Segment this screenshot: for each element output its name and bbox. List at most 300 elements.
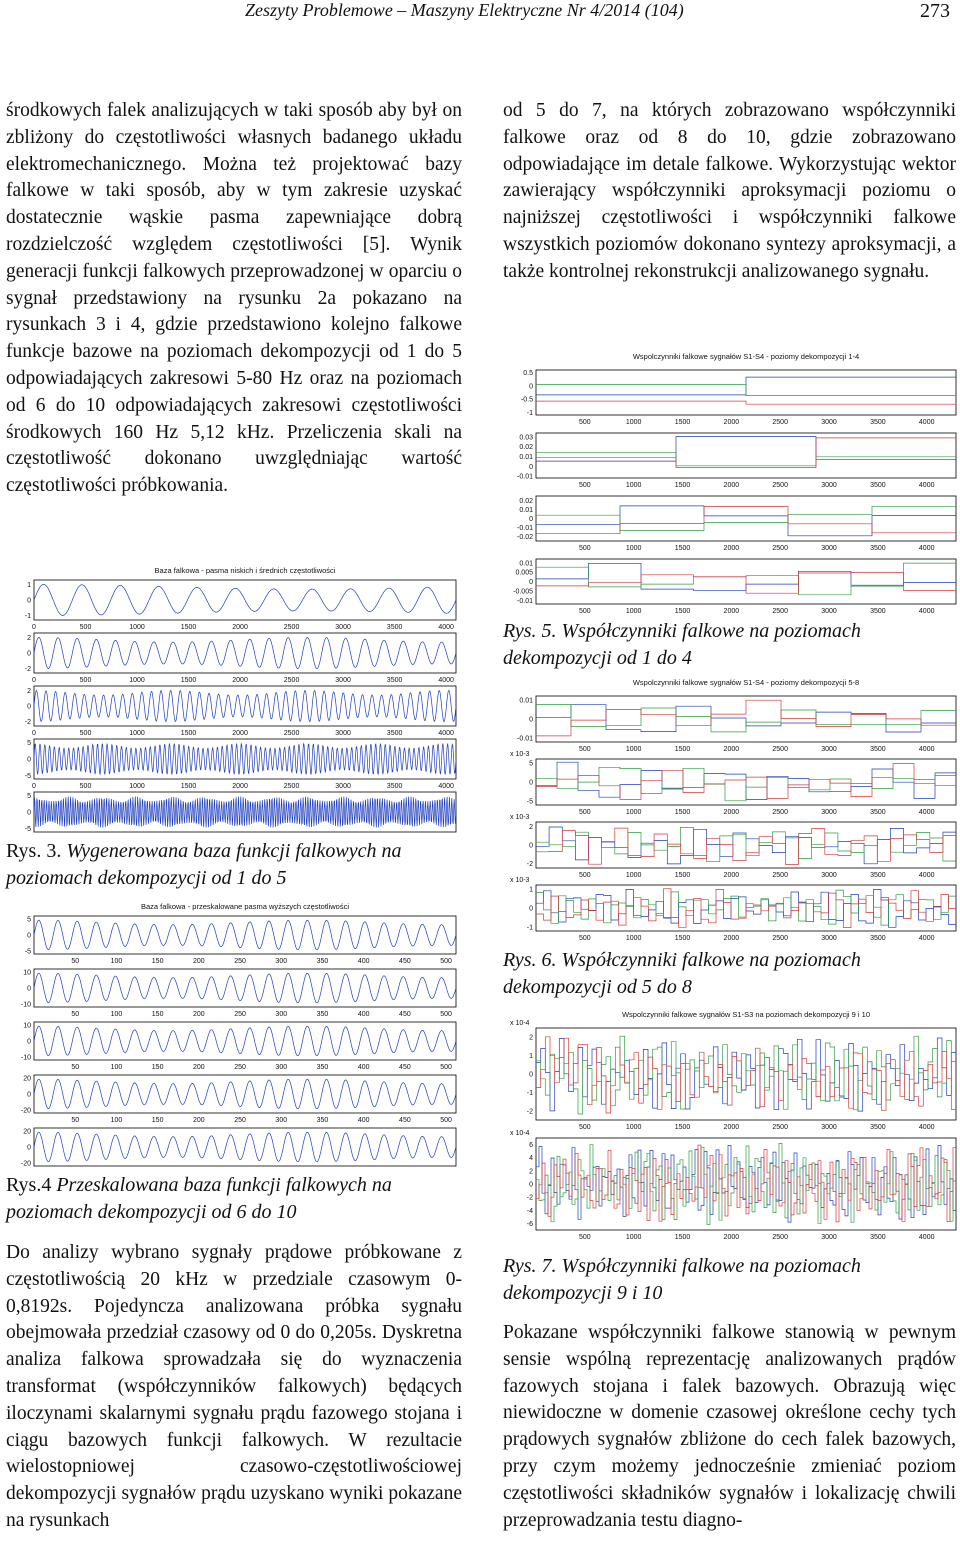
fig4-panel-3-xtick: 500	[440, 1117, 452, 1124]
fig6-panel-1-ytick: 5	[529, 760, 533, 768]
fig7-panel-0-xtick: 4000	[918, 1124, 935, 1131]
fig5-panel-3-xtick: 2000	[723, 608, 740, 613]
fig6-panel-2-ytick: 0	[529, 842, 533, 850]
fig5-panel-1-plot	[536, 437, 956, 468]
fig3-panel-0-series	[34, 584, 456, 615]
fig6-panel-0-xtick: 2500	[772, 746, 788, 753]
fig3-panel-3-xtick: 1000	[129, 783, 145, 790]
fig4-panel-3-xtick: 200	[193, 1117, 205, 1124]
fig6-title: Wspolczynniki falkowe sygnałów S1-S4 - poziomy dekompozycji 5-8	[632, 678, 860, 687]
fig3-panel-3-ytick: 5	[27, 739, 31, 747]
fig7-panel-1-ytick: 2	[529, 1168, 533, 1176]
caption-fig-6-text: Współczynniki falkowe na poziomach dekompozycji od 5 do 8	[503, 949, 861, 998]
fig4-panel-2-xtick: 500	[440, 1064, 452, 1071]
fig4-title: Baza falkowa - przeskalowane pasma wyższych częstotliwości	[141, 902, 349, 911]
fig3-panel-0-xtick: 500	[79, 624, 92, 631]
caption-fig-5-text: Współczynniki falkowe na poziomach dekompozycji od 1 do 4	[503, 620, 861, 669]
fig5-panel-0-ytick: -1	[526, 409, 533, 417]
fig4-panel-3-xtick: 100	[110, 1117, 123, 1124]
fig3-panel-3-xtick: 3000	[335, 783, 351, 790]
fig6-panel-3-xtick: 2500	[772, 935, 788, 942]
fig5-panel-1-ytick: 0.02	[519, 444, 533, 452]
fig4-panel-0-xtick: 200	[193, 958, 205, 965]
fig6-panel-3-xtick: 3000	[821, 935, 837, 942]
fig7-panel-1-ytick: -4	[526, 1207, 533, 1215]
fig3-panel-2-xtick: 2500	[283, 730, 300, 737]
fig5-svg	[500, 348, 960, 613]
fig5-panel-3-xtick: 1500	[674, 608, 691, 613]
fig3-panel-1-xtick: 500	[79, 677, 92, 684]
fig4-panel-1-xtick: 300	[275, 1011, 288, 1018]
fig6-panel-1-ytick: 0	[529, 779, 533, 787]
fig4-panel-3-xtick: 50	[71, 1117, 80, 1124]
fig4-panel-1-ytick: 0	[27, 985, 31, 993]
fig3-panel-3-xtick: 4000	[438, 783, 454, 790]
caption-fig-7-label: Rys. 7.	[503, 1255, 557, 1277]
fig3-panel-4-series	[34, 797, 456, 828]
fig6-panel-3-xtick: 500	[578, 935, 591, 942]
fig4-panel-2-xtick: 200	[193, 1064, 205, 1071]
fig3-panel-3-xtick: 3500	[386, 783, 403, 790]
fig3-panel-0-xtick: 3000	[335, 624, 351, 631]
fig5-panel-1-xtick: 1500	[674, 482, 691, 489]
fig5-panel-0-xtick: 3500	[870, 419, 886, 426]
fig4-panel-3-ytick: 20	[23, 1075, 31, 1083]
fig3-panel-1-xtick: 2500	[283, 677, 300, 684]
fig5-panel-2-series-2	[536, 507, 956, 534]
fig5-panel-3-ytick: 0.005	[515, 569, 533, 577]
fig3-panel-0-xtick: 3500	[386, 624, 403, 631]
fig4-panel-0-xtick: 50	[71, 958, 80, 965]
fig6-panel-3-multiplier: x 10-3	[510, 877, 530, 884]
fig4-panel-4-ytick: 20	[23, 1128, 31, 1136]
fig6-panel-1-xtick: 2500	[772, 809, 788, 816]
fig6-panel-3-xtick: 3500	[870, 935, 886, 942]
fig5-panel-2-ytick: 0.01	[519, 507, 533, 514]
fig5-panel-1-xtick: 1000	[625, 482, 642, 489]
fig5-panel-1-series-1	[536, 452, 956, 466]
fig3-panel-1-xtick: 4000	[438, 677, 454, 684]
fig4-panel-3-series	[34, 1079, 456, 1109]
fig7-panel-0-ytick: 0	[529, 1071, 533, 1079]
fig5-panel-3-plot	[536, 563, 956, 595]
fig4-panel-3-xtick: 450	[399, 1117, 411, 1124]
fig7-panel-0-xtick: 500	[578, 1124, 591, 1131]
fig6-panel-3-ytick: 0	[529, 905, 533, 913]
fig6-panel-1-xtick: 3000	[821, 809, 837, 816]
caption-fig-4	[6, 1172, 462, 1226]
fig5-panel-2-xtick: 1000	[625, 545, 642, 552]
fig5-panel-2-xtick: 1500	[674, 545, 691, 552]
fig3-panel-3-plot	[34, 743, 456, 774]
fig3-panel-3-ytick: -5	[24, 773, 31, 781]
fig3-panel-2-xtick: 0	[32, 730, 36, 737]
fig6-panel-1-plot	[536, 762, 956, 801]
fig5-panel-1-frame	[536, 433, 956, 478]
fig6-panel-2-xtick: 3500	[870, 872, 886, 879]
fig4-panel-3-xtick: 150	[151, 1117, 164, 1124]
fig5-panel-0-xtick: 2000	[723, 419, 740, 426]
fig5-panel-1-xtick: 4000	[918, 482, 935, 489]
fig5-panel-3-xtick: 4000	[918, 608, 935, 613]
fig3-panel-0-xtick: 0	[32, 624, 36, 631]
fig3-panel-3-xtick: 1500	[180, 783, 197, 790]
caption-fig-5	[503, 618, 956, 672]
fig6-panel-0-xtick: 500	[578, 746, 591, 753]
fig4-panel-4-plot	[34, 1132, 456, 1162]
fig5-panel-3-xtick: 2500	[772, 608, 788, 613]
caption-fig-5-label: Rys. 5.	[503, 620, 557, 642]
fig4-panel-0-series	[34, 920, 456, 950]
fig4-panel-4-ytick: -20	[20, 1160, 31, 1168]
fig4-panel-2-series	[34, 1026, 456, 1056]
fig7-panel-0-ytick: -2	[526, 1108, 533, 1116]
fig6-panel-2-xtick: 4000	[918, 872, 935, 879]
fig4-svg	[0, 898, 462, 1170]
fig5-panel-1-ytick: 0	[529, 463, 533, 471]
fig5-panel-0-ytick: -0.5	[520, 396, 533, 404]
fig6-panel-1-xtick: 500	[578, 809, 591, 816]
fig6-svg	[500, 674, 960, 942]
fig6-panel-2-xtick: 2500	[772, 872, 788, 879]
fig3-panel-4-plot	[34, 797, 456, 828]
fig5-panel-2-series-0	[536, 506, 956, 536]
fig4-panel-1-series	[34, 973, 456, 1003]
fig5-panel-2-ytick: 0.02	[519, 498, 533, 505]
fig3-panel-0-xtick: 2000	[232, 624, 248, 631]
fig4-panel-2-plot	[34, 1026, 456, 1056]
right-paragraph-1: od 5 do 7, na których zobrazowano współczynniki falkowe oraz od 8 do 10, gdzie zobrazowano odpowiadające im detale falkowe. Wykorzystując wektor zawierający współczynniki aproksymacji poziomu o najniższej częstotliwości i współczynniki falkowe wszystkich poziomów dokonano syntezy aproksymacji, a także kontrolnej rekonstrukcji analizowanego sygnału.	[503, 100, 956, 282]
caption-fig-6	[503, 947, 956, 1001]
fig5-panel-0-xtick: 1000	[625, 419, 642, 426]
fig3-panel-2-xtick: 500	[79, 730, 92, 737]
fig6-panel-0-ytick: 0.01	[519, 697, 533, 705]
fig4-panel-3-xtick: 350	[316, 1117, 329, 1124]
fig6-panel-0-xtick: 3500	[870, 746, 886, 753]
fig4-panel-1-xtick: 500	[440, 1011, 452, 1018]
fig5-panel-1-ytick: 0.01	[519, 453, 533, 461]
fig6-panel-3-plot	[536, 889, 956, 928]
fig3-panel-2-xtick: 3000	[335, 730, 351, 737]
figure-5	[500, 348, 960, 613]
fig4-panel-1-xtick: 450	[399, 1011, 411, 1018]
fig6-panel-3-xtick: 1500	[674, 935, 691, 942]
fig6-panel-3-xtick: 2000	[723, 935, 740, 942]
caption-fig-4-label: Rys.4	[6, 1174, 52, 1196]
fig5-panel-1-xtick: 3500	[870, 482, 886, 489]
fig5-panel-2-xtick: 3500	[870, 545, 886, 552]
fig4-panel-1-xtick: 350	[316, 1011, 329, 1018]
fig7-panel-0-ytick: 2	[529, 1034, 533, 1042]
left-paragraph-2: Do analizy wybrano sygnały prądowe próbkowane z częstotliwością 20 kHz w przedziale czasowym 0-0,8192s. Pojedyncza analizowana próbka sygnału obejmowała przedział czasowy od 0 do 0,205s. Dyskretna analiza falkowa sprowadzała się do wyznaczenia transformat (współczynników falkowych) będących iloczynami skalarnymi sygnału prądu fazowego stojana i ciągu bazowych funkcji falkowych. W rezultacie wielostopniowej czasowo-częstotliwościowej dekompozycji sygnałów prądu uzyskano wyniki pokazane na rysunkach	[6, 1242, 462, 1531]
fig5-panel-1-xtick: 3000	[821, 482, 837, 489]
fig4-panel-0-ytick: 5	[27, 916, 31, 924]
fig4-panel-1-xtick: 100	[110, 1011, 123, 1018]
fig4-panel-1-plot	[34, 973, 456, 1003]
right-column-bottom	[503, 1320, 956, 1534]
journal-title: Zeszyty Problemowe – Maszyny Elektryczne Nr 4/2014 (104)	[245, 0, 684, 20]
fig4-panel-0-xtick: 500	[440, 958, 452, 965]
caption-fig-7-text: Współczynniki falkowe na poziomach dekompozycji 9 i 10	[503, 1255, 861, 1304]
caption-fig-3-label: Rys. 3.	[6, 840, 62, 862]
fig5-panel-2-xtick: 2000	[723, 545, 740, 552]
fig7-title: Wspolczynniki falkowe sygnałów S1-S3 na poziomach dekompozycji 9 i 10	[621, 1010, 871, 1019]
fig6-panel-1-xtick: 1500	[674, 809, 691, 816]
fig4-panel-0-xtick: 100	[110, 958, 123, 965]
fig5-panel-0-series-1	[536, 385, 956, 396]
fig4-panel-3-xtick: 400	[357, 1117, 370, 1124]
fig7-panel-1-xtick: 3000	[821, 1234, 837, 1241]
fig7-panel-0-xtick: 2500	[772, 1124, 788, 1131]
fig5-panel-0-xtick: 500	[578, 419, 591, 426]
fig6-panel-3-xtick: 1000	[625, 935, 642, 942]
fig3-panel-0-xtick: 1500	[180, 624, 197, 631]
fig3-panel-3-xtick: 2000	[232, 783, 248, 790]
fig4-panel-0-ytick: 0	[27, 932, 31, 940]
fig3-panel-0-xtick: 1000	[129, 624, 145, 631]
left-paragraph-1: środkowych falek analizujących w taki sposób aby był on zbliżony do częstotliwości własnych badanego układu elektromechanicznego. Można też projektować bazy falkowe w taki sposób, aby w tym zakresie uzyskać dostatecznie wąskie pasma zapewniające dobrą rozdzielczość względem częstotliwości [5]. Wynik generacji funkcji falkowych przeprowadzonej w oparciu o sygnał przedstawiony na rysunku 2a pokazano na rysunkach 3 i 4, gdzie przedstawiono kolejno falkowe funkcje bazowe na poziomach dekompozycji od 1 do 5 odpowiadających zakresowi 5-80 Hz oraz na poziomach od 6 do 10 odpowiadających zakresowi częstotliwości środkowych 160 Hz 5,12 kHz. Przeliczenia skali na częstotliwość dokonano uwzględniając wartość częstotliwości próbkowania.	[6, 100, 462, 497]
fig7-panel-0-xtick: 1000	[625, 1124, 642, 1131]
fig4-panel-1-xtick: 200	[193, 1011, 205, 1018]
fig4-panel-0-xtick: 300	[275, 958, 288, 965]
fig6-panel-1-xtick: 3500	[870, 809, 886, 816]
fig7-panel-1-xtick: 1500	[674, 1234, 691, 1241]
fig3-panel-3-ytick: 0	[27, 756, 31, 764]
fig4-panel-0-xtick: 350	[316, 958, 329, 965]
fig5-panel-2-xtick: 4000	[918, 545, 935, 552]
fig4-panel-2-xtick: 400	[357, 1064, 370, 1071]
fig6-panel-0-ytick: -0.01	[517, 735, 533, 743]
fig5-panel-2-plot	[536, 506, 956, 536]
fig5-panel-3-xtick: 500	[578, 608, 591, 613]
fig5-panel-0-series-2	[536, 401, 956, 404]
fig6-panel-2-xtick: 1000	[625, 872, 642, 879]
fig6-panel-2-ytick: 2	[529, 824, 533, 832]
fig4-panel-3-plot	[34, 1079, 456, 1109]
page-number: 273	[920, 0, 950, 22]
fig3-panel-1-xtick: 1500	[180, 677, 197, 684]
fig3-panel-1-plot	[34, 637, 456, 668]
fig4-panel-0-ytick: -5	[24, 948, 31, 956]
fig7-panel-1-ytick: 6	[529, 1142, 533, 1150]
fig7-panel-0-ytick: 1	[529, 1053, 533, 1061]
fig3-panel-3-series	[34, 743, 456, 774]
caption-fig-4-text: Przeskalowana baza funkcji falkowych na poziomach dekompozycji od 6 do 10	[6, 1174, 392, 1223]
fig6-panel-3-ytick: 1	[529, 886, 533, 894]
fig3-panel-2-ytick: 0	[27, 703, 31, 711]
fig6-panel-1-multiplier: x 10-3	[510, 751, 530, 758]
fig4-panel-0-plot	[34, 920, 456, 950]
fig5-panel-1-ytick: 0.03	[519, 434, 533, 442]
fig6-panel-2-xtick: 500	[578, 872, 591, 879]
figure-7	[500, 1006, 960, 1252]
fig4-panel-3-xtick: 300	[275, 1117, 288, 1124]
fig5-panel-1-xtick: 2000	[723, 482, 740, 489]
fig6-panel-2-xtick: 2000	[723, 872, 740, 879]
fig6-panel-2-xtick: 3000	[821, 872, 837, 879]
fig5-panel-2-xtick: 3000	[821, 545, 837, 552]
fig5-panel-1-ytick: -0.01	[517, 473, 533, 481]
fig6-panel-0-plot	[536, 700, 956, 736]
fig5-panel-3-ytick: -0.01	[517, 597, 533, 605]
fig6-panel-0-xtick: 2000	[723, 746, 740, 753]
fig5-panel-2-frame	[536, 496, 956, 541]
fig4-panel-3-ytick: 0	[27, 1091, 31, 1099]
fig3-panel-2-ytick: 2	[27, 688, 31, 696]
fig5-panel-2-series-1	[536, 506, 956, 530]
fig7-panel-1-xtick: 2500	[772, 1234, 788, 1241]
fig6-panel-2-ytick: -2	[526, 860, 533, 868]
fig7-panel-1-ytick: 4	[529, 1155, 533, 1163]
fig3-panel-2-plot	[34, 690, 456, 721]
fig5-panel-3-ytick: -0.005	[513, 588, 533, 596]
fig5-panel-1-xtick: 2500	[772, 482, 788, 489]
fig7-panel-1-xtick: 1000	[625, 1234, 642, 1241]
fig3-panel-2-xtick: 4000	[438, 730, 454, 737]
fig3-panel-1-ytick: 0	[27, 650, 31, 658]
fig7-panel-1-ytick: -6	[526, 1220, 533, 1228]
fig4-panel-1-xtick: 250	[234, 1011, 246, 1018]
caption-fig-7	[503, 1253, 956, 1307]
figure-3	[0, 562, 462, 834]
left-column-bottom	[6, 1240, 462, 1535]
fig3-panel-1-xtick: 0	[32, 677, 36, 684]
fig4-panel-4-series	[34, 1132, 456, 1162]
fig7-panel-0-xtick: 2000	[723, 1124, 740, 1131]
fig3-panel-0-ytick: 0	[27, 597, 31, 605]
fig6-panel-0-xtick: 1000	[625, 746, 642, 753]
fig3-panel-3-xtick: 2500	[283, 783, 300, 790]
right-column	[503, 98, 956, 286]
fig3-panel-1-xtick: 3500	[386, 677, 403, 684]
figure-4	[0, 898, 462, 1170]
fig7-panel-0-xtick: 3500	[870, 1124, 886, 1131]
fig4-panel-2-xtick: 150	[151, 1064, 164, 1071]
fig4-panel-4-ytick: 0	[27, 1144, 31, 1152]
fig3-panel-1-ytick: -2	[24, 665, 31, 673]
fig3-panel-0-plot	[34, 584, 456, 615]
fig7-panel-0-ytick: -1	[526, 1089, 533, 1097]
fig6-panel-1-ytick: -5	[526, 798, 533, 806]
fig4-panel-2-ytick: 0	[27, 1038, 31, 1046]
fig5-panel-0-ytick: 0.5	[523, 370, 533, 378]
fig7-panel-0-series-0	[536, 1038, 956, 1111]
fig4-panel-2-xtick: 300	[275, 1064, 288, 1071]
fig5-panel-3-ytick: 0	[529, 579, 533, 586]
fig7-panel-1-ytick: 0	[529, 1181, 533, 1189]
fig3-panel-2-xtick: 1000	[129, 730, 145, 737]
fig3-panel-1-ytick: 2	[27, 635, 31, 643]
fig3-panel-1-xtick: 3000	[335, 677, 351, 684]
fig6-panel-1-xtick: 4000	[918, 809, 935, 816]
fig7-panel-1-plot	[536, 1143, 956, 1224]
fig3-panel-3-xtick: 500	[79, 783, 92, 790]
fig6-panel-3-xtick: 4000	[918, 935, 935, 942]
fig4-panel-1-xtick: 50	[71, 1011, 80, 1018]
fig4-panel-0-xtick: 150	[151, 958, 164, 965]
fig3-title: Baza falkowa - pasma niskich i średnich częstotliwości	[154, 566, 336, 575]
fig5-panel-2-xtick: 2500	[772, 545, 788, 552]
fig7-panel-1-xtick: 2000	[723, 1234, 740, 1241]
fig4-panel-0-xtick: 450	[399, 958, 411, 965]
fig4-panel-2-xtick: 100	[110, 1064, 123, 1071]
fig4-panel-3-xtick: 250	[234, 1117, 246, 1124]
fig7-panel-1-xtick: 500	[578, 1234, 591, 1241]
page-header	[0, 0, 960, 22]
fig5-panel-2-xtick: 500	[578, 545, 591, 552]
left-column	[6, 98, 462, 500]
fig4-panel-3-ytick: -20	[20, 1107, 31, 1115]
fig7-panel-1-multiplier: x 10-4	[510, 1130, 530, 1137]
fig3-panel-2-xtick: 2000	[232, 730, 248, 737]
fig3-panel-1-xtick: 1000	[129, 677, 145, 684]
fig4-panel-1-ytick: 10	[23, 969, 31, 977]
fig3-panel-1-xtick: 2000	[232, 677, 248, 684]
fig5-panel-2-ytick: -0.02	[517, 534, 533, 541]
fig3-panel-3-xtick: 0	[32, 783, 36, 790]
fig3-panel-2-ytick: -2	[24, 718, 31, 726]
fig5-panel-0-ytick: 0	[529, 383, 533, 391]
fig4-panel-1-xtick: 150	[151, 1011, 164, 1018]
fig5-panel-0-xtick: 4000	[918, 419, 935, 426]
fig3-panel-4-ytick: -5	[24, 826, 31, 834]
fig6-panel-3-ytick: -1	[526, 924, 533, 932]
fig4-panel-1-ytick: -10	[20, 1001, 31, 1009]
fig5-panel-3-ytick: 0.01	[519, 560, 533, 568]
fig6-panel-2-xtick: 1500	[674, 872, 691, 879]
fig3-panel-0-ytick: 1	[27, 582, 31, 590]
fig6-panel-0-xtick: 1500	[674, 746, 691, 753]
fig7-panel-0-xtick: 3000	[821, 1124, 837, 1131]
fig4-panel-0-xtick: 400	[357, 958, 370, 965]
fig5-panel-2-ytick: -0.01	[517, 525, 533, 532]
fig4-panel-2-xtick: 450	[399, 1064, 411, 1071]
figure-6	[500, 674, 960, 942]
fig3-panel-2-xtick: 1500	[180, 730, 197, 737]
caption-fig-6-label: Rys. 6.	[503, 949, 557, 971]
caption-fig-3	[6, 838, 462, 892]
fig6-panel-2-multiplier: x 10-3	[510, 814, 530, 821]
fig4-panel-1-xtick: 400	[357, 1011, 370, 1018]
fig4-panel-0-xtick: 250	[234, 958, 246, 965]
fig6-panel-0-xtick: 4000	[918, 746, 935, 753]
fig5-panel-3-xtick: 1000	[625, 608, 642, 613]
fig5-panel-1-series-2	[536, 438, 956, 468]
fig4-panel-2-xtick: 50	[71, 1064, 80, 1071]
fig7-panel-1-ytick: -2	[526, 1194, 533, 1202]
fig5-panel-0-plot	[536, 377, 956, 404]
fig6-panel-0-xtick: 3000	[821, 746, 837, 753]
fig5-panel-0-xtick: 2500	[772, 419, 788, 426]
fig5-panel-3-xtick: 3500	[870, 608, 886, 613]
fig3-panel-0-xtick: 4000	[438, 624, 454, 631]
fig6-panel-1-xtick: 1000	[625, 809, 642, 816]
fig5-panel-2-ytick: 0	[529, 516, 533, 523]
fig5-title: Wspolczynniki falkowe sygnałów S1-S4 - poziomy dekompozycji 1-4	[632, 352, 860, 361]
fig3-panel-4-ytick: 5	[27, 792, 31, 800]
fig7-panel-0-xtick: 1500	[674, 1124, 691, 1131]
fig5-panel-3-xtick: 3000	[821, 608, 837, 613]
fig3-svg	[0, 562, 462, 834]
fig3-panel-2-xtick: 3500	[386, 730, 403, 737]
fig4-panel-2-ytick: -10	[20, 1054, 31, 1062]
fig4-panel-2-ytick: 10	[23, 1022, 31, 1030]
fig3-panel-1-series	[34, 637, 456, 668]
fig7-svg	[500, 1006, 960, 1252]
fig3-panel-0-xtick: 2500	[283, 624, 300, 631]
right-paragraph-2: Pokazane współczynniki falkowe stanowią w pewnym sensie wspólną reprezentację analizowanych prądów fazowych stojana i falek bazowych. Obrazują więc niewidoczne w domenie czasowej określone cechy tych prądowych sygnałów zbliżone do cech falek bazowych, przy czym możemy jednocześnie zmieniać poziom częstotliwości składników sygnałów i lokalizację chwili przeprowadzania testu diagno-	[503, 1322, 956, 1531]
fig4-panel-2-xtick: 350	[316, 1064, 329, 1071]
